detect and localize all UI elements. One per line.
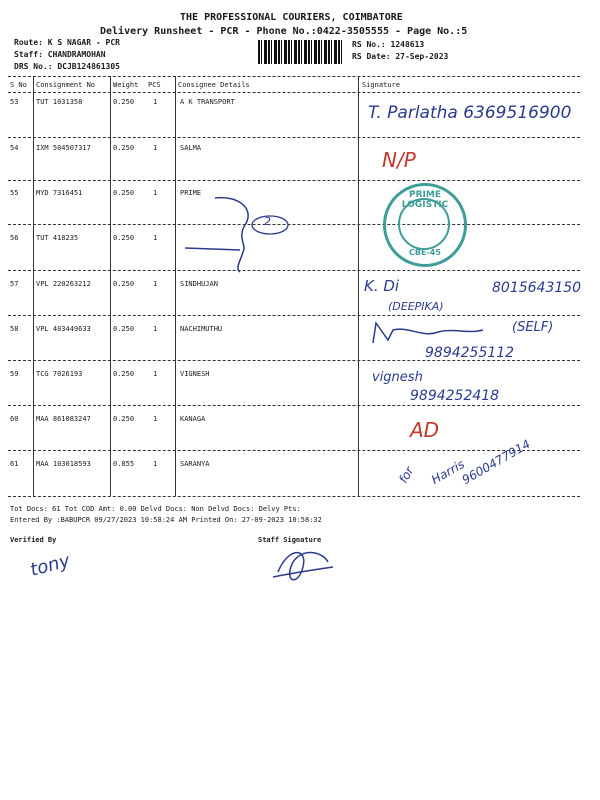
row-pcs: 1 [153,144,158,152]
col-divider [33,76,34,496]
row-weight: 0.250 [113,325,135,333]
signature-row-55-mark: 2 [264,215,271,228]
row-sno: 59 [10,370,19,378]
row-consignee: NACHIMUTHU [180,325,223,333]
col-divider [110,76,111,496]
signature-row-61-for: for [396,464,417,486]
totals-line: Tot Docs: 61 Tot COD Amt: 0.00 Delvd Docs: Non Delvd Docs: Delvy Pts: [10,505,301,513]
signature-row-58-phone: 9894255112 [425,345,515,361]
verified-by-label: Verified By [10,536,57,544]
runsheet-title: Delivery Runsheet - PCR - Phone No.:0422-3505555 - Page No.:5 [100,26,468,37]
signature-row-54: N/P [382,148,416,172]
row-pcs: 1 [153,234,158,242]
rs-date: RS Date: 27-Sep-2023 [352,52,449,61]
col-sno-header: S No [10,81,27,89]
prime-logistic-stamp [383,183,467,267]
row-divider [8,315,580,316]
row-sno: 60 [10,415,19,423]
staff-label: Staff: CHANDRAMOHAN [14,50,106,59]
staff-signature-scribble [268,542,338,592]
signature-row-57-phone: 8015643150 [492,280,582,296]
row-pcs: 1 [153,98,158,106]
row-consignment: MAA 103018593 [36,460,91,468]
staff-signature-label: Staff Signature [258,536,322,544]
row-consignment: TUT 1031358 [36,98,83,106]
row-pcs: 1 [153,460,158,468]
table-top-border [8,76,580,77]
col-consignee-header: Consignee Details [178,81,250,89]
row-sno: 54 [10,144,19,152]
signature-row-53: T. Parlatha 6369516900 [368,103,572,123]
row-weight: 0.855 [113,460,135,468]
table-bottom-border [8,496,580,497]
row-divider [8,450,580,451]
company-name: THE PROFESSIONAL COURIERS, COIMBATORE [180,12,403,23]
signature-row-55-56-scribble [185,190,295,275]
row-consignment: MYD 7316451 [36,189,83,197]
row-weight: 0.250 [113,189,135,197]
signature-row-60: AD [410,418,440,442]
signature-row-57-name: K. Di [364,277,400,295]
col-weight-header: Weight [113,81,139,89]
col-signature-header: Signature [362,81,400,89]
drs-number: DRS No.: DCJB124861305 [14,62,120,71]
signature-row-58-note: (SELF) [512,320,554,335]
signature-row-61-phone: 9600477914 [459,436,533,488]
row-pcs: 1 [153,415,158,423]
row-consignee: SALMA [180,144,202,152]
table-header-border [8,92,580,93]
row-consignment: VPL 403449633 [36,325,91,333]
signature-row-57-note: (DEEPIKA) [388,300,444,313]
signature-row-61-name: Harris [428,456,467,488]
row-divider [8,405,580,406]
entered-by-line: Entered By :BABUPCR 09/27/2023 10:58:24 AM Printed On: 27-09-2023 10:58:32 [10,516,322,524]
row-weight: 0.250 [113,234,135,242]
row-sno: 56 [10,234,19,242]
col-pcs-header: PCS [148,81,161,89]
route-label: Route: K S NAGAR - PCR [14,38,120,47]
row-weight: 0.250 [113,98,135,106]
col-divider [358,76,359,496]
row-weight: 0.250 [113,415,135,423]
row-divider [8,180,580,181]
row-sno: 55 [10,189,19,197]
col-divider [175,76,176,496]
row-weight: 0.250 [113,370,135,378]
row-sno: 61 [10,460,19,468]
row-pcs: 1 [153,325,158,333]
row-weight: 0.250 [113,280,135,288]
signature-row-59-phone: 9894252418 [410,388,500,404]
row-consignment: IXM 504507317 [36,144,91,152]
row-consignee: PRIME [180,189,202,197]
row-divider [8,137,580,138]
row-consignee: A K TRANSPORT [180,98,235,106]
row-consignee: VIGNESH [180,370,210,378]
signature-row-58-scribble [368,318,488,348]
row-sno: 57 [10,280,19,288]
row-sno: 58 [10,325,19,333]
row-consignee: SARANYA [180,460,210,468]
row-consignment: TUT 418235 [36,234,79,242]
col-consignment-header: Consignment No [36,81,96,89]
row-consignment: TCG 7026193 [36,370,83,378]
row-consignment: MAA 861083247 [36,415,91,423]
row-pcs: 1 [153,370,158,378]
row-weight: 0.250 [113,144,135,152]
stamp-sub: CBE-45 [409,248,441,257]
rs-number: RS No.: 1248613 [352,40,425,49]
row-consignee: KANAGA [180,415,206,423]
signature-row-59-name: vignesh [372,370,423,385]
row-pcs: 1 [153,189,158,197]
stamp-text: PRIME LOGISTIC [401,190,449,210]
barcode-image [258,40,344,64]
row-consignment: VPL 220263212 [36,280,91,288]
verified-by-signature: tony [27,550,73,581]
row-sno: 53 [10,98,19,106]
row-pcs: 1 [153,280,158,288]
row-consignee: SINDHUJAN [180,280,218,288]
